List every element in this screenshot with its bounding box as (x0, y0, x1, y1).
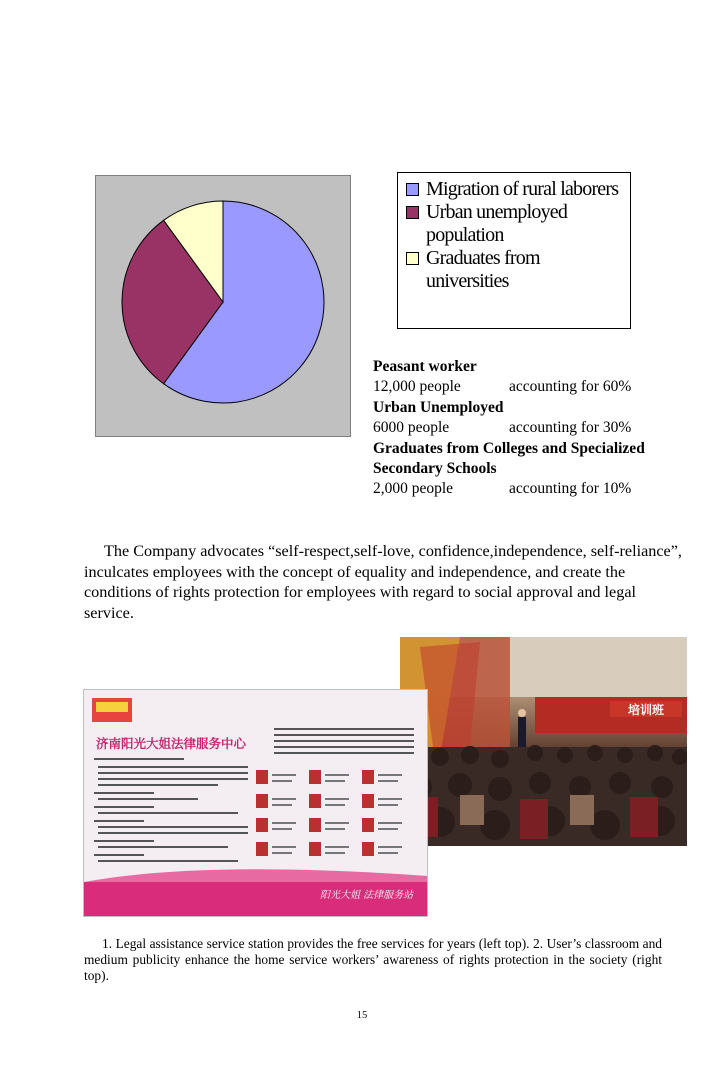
banner-text: 培训班 (627, 703, 665, 717)
stat-row (373, 418, 673, 438)
legend-label: Graduates from universities (426, 247, 540, 292)
legend-item-graduates (426, 247, 624, 293)
poster-footer: 阳光大姐 法律服务站 (320, 890, 414, 901)
stat-row (373, 479, 673, 499)
stat-category: Urban Unemployed (373, 398, 504, 416)
page-number: 15 (356, 1010, 368, 1021)
stat-count: 12,000 people (373, 378, 461, 396)
body-paragraph: The Company advocates “self-respect,self-love, confidence,independence, self-reliance”, inculcates employees with the concept of equality and independence, and create the conditions of rights protection for employees with regard to social approval and legal service. (84, 542, 682, 622)
legend-swatch (406, 252, 419, 265)
stat-count: 2,000 people (373, 480, 454, 498)
stat-category: Graduates from Colleges and Specialized Secondary Schools (373, 439, 645, 477)
figure-caption: 1. Legal assistance service station provides the free services for years (left top). 2. User’s classroom and medium publicity enhance the home service workers’ awareness of rights protection in the society (right top). (84, 936, 662, 984)
stat-row (373, 377, 673, 397)
legend-label: Urban unemployed population (426, 201, 568, 246)
stat-share: accounting for 10% (509, 480, 632, 498)
chart-legend (397, 172, 631, 329)
legend-item-rural (426, 178, 624, 201)
legend-swatch (406, 206, 419, 219)
legal-service-poster-photo (84, 690, 427, 916)
stat-count: 6000 people (373, 419, 450, 437)
legend-item-urban (426, 201, 624, 247)
stat-category: Peasant worker (373, 358, 477, 375)
stats-block (373, 357, 673, 500)
pie-chart (95, 175, 351, 437)
classroom-photo (400, 637, 687, 846)
classroom-photo-drawing (400, 637, 687, 846)
legend-label: Migration of rural laborers (426, 178, 619, 200)
stat-share: accounting for 60% (509, 378, 632, 396)
legend-swatch (406, 183, 419, 196)
stat-share: accounting for 30% (509, 419, 632, 437)
pie-chart-svg (96, 176, 350, 436)
poster-title: 济南阳光大姐法律服务中心 (96, 736, 247, 751)
poster-drawing (84, 690, 427, 916)
